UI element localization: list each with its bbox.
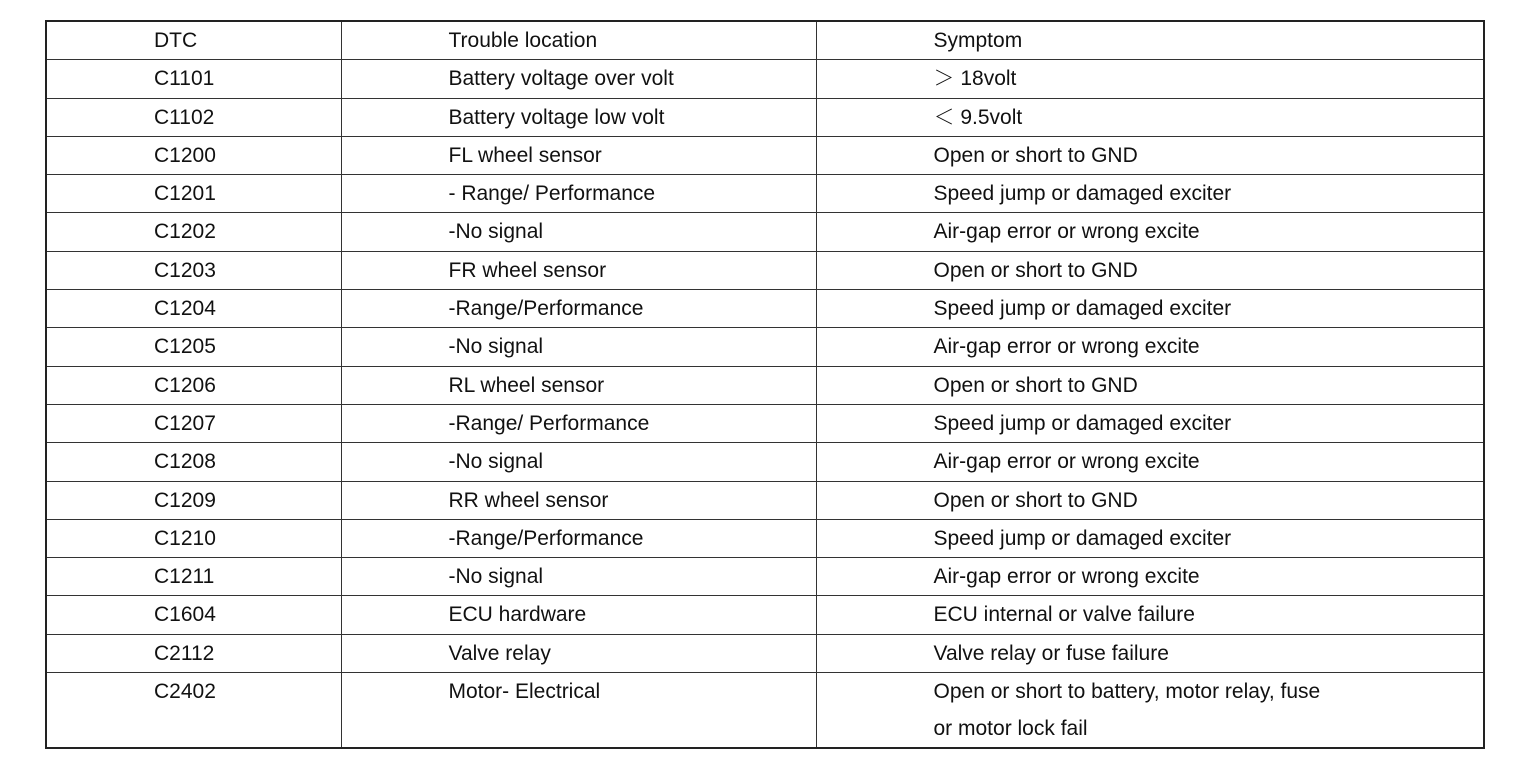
table-row	[46, 443, 1484, 481]
table-row	[46, 175, 1484, 213]
trouble-location: -No signal	[341, 328, 816, 366]
symptom: Valve relay or fuse failure	[816, 634, 1484, 672]
dtc-code: C1211	[46, 558, 341, 596]
table-row	[46, 290, 1484, 328]
table-row	[46, 366, 1484, 404]
trouble-location: FR wheel sensor	[341, 251, 816, 289]
symptom: Air-gap error or wrong excite	[816, 213, 1484, 251]
symptom: ＞ 18volt	[816, 60, 1484, 98]
header-dtc: DTC	[46, 21, 341, 60]
symptom: ＜ 9.5volt	[816, 98, 1484, 136]
dtc-code: C1101	[46, 60, 341, 98]
dtc-code: C1204	[46, 290, 341, 328]
table-row	[46, 213, 1484, 251]
dtc-code: C1210	[46, 519, 341, 557]
trouble-location: ECU hardware	[341, 596, 816, 634]
symptom: Speed jump or damaged exciter	[816, 290, 1484, 328]
trouble-location: -Range/Performance	[341, 519, 816, 557]
table-row	[46, 673, 1484, 749]
dtc-code: C1604	[46, 596, 341, 634]
trouble-location: RR wheel sensor	[341, 481, 816, 519]
symptom: Speed jump or damaged exciter	[816, 519, 1484, 557]
symptom: Open or short to GND	[816, 481, 1484, 519]
dtc-code: C1208	[46, 443, 341, 481]
trouble-location: -No signal	[341, 213, 816, 251]
trouble-location: FL wheel sensor	[341, 136, 816, 174]
symptom: Air-gap error or wrong excite	[816, 443, 1484, 481]
header-row	[46, 21, 1484, 60]
symptom	[816, 673, 1484, 749]
table-row	[46, 60, 1484, 98]
table-row	[46, 634, 1484, 672]
trouble-location: RL wheel sensor	[341, 366, 816, 404]
dtc-code: C1203	[46, 251, 341, 289]
dtc-code: C1209	[46, 481, 341, 519]
symptom-line-1: Open or short to battery, motor relay, fuse	[933, 680, 1321, 704]
dtc-code: C1202	[46, 213, 341, 251]
trouble-location: -Range/ Performance	[341, 404, 816, 442]
header-trouble-location: Trouble location	[341, 21, 816, 60]
trouble-location: Battery voltage over volt	[341, 60, 816, 98]
symptom: Open or short to GND	[816, 251, 1484, 289]
trouble-location: - Range/ Performance	[341, 175, 816, 213]
table-row	[46, 98, 1484, 136]
table-row	[46, 251, 1484, 289]
trouble-location: -Range/Performance	[341, 290, 816, 328]
table-row	[46, 596, 1484, 634]
dtc-code: C1201	[46, 175, 341, 213]
table-row	[46, 328, 1484, 366]
symptom: Speed jump or damaged exciter	[816, 404, 1484, 442]
symptom: Open or short to GND	[816, 136, 1484, 174]
symptom: Open or short to GND	[816, 366, 1484, 404]
table-row	[46, 481, 1484, 519]
dtc-code: C1200	[46, 136, 341, 174]
table-row	[46, 136, 1484, 174]
dtc-code: C1206	[46, 366, 341, 404]
symptom-line-2: or motor lock fail	[933, 717, 1088, 741]
dtc-code: C2402	[46, 673, 341, 749]
header-symptom: Symptom	[816, 21, 1484, 60]
symptom: Air-gap error or wrong excite	[816, 328, 1484, 366]
symptom: ECU internal or valve failure	[816, 596, 1484, 634]
dtc-code: C2112	[46, 634, 341, 672]
trouble-location: -No signal	[341, 558, 816, 596]
table-row	[46, 558, 1484, 596]
dtc-code: C1207	[46, 404, 341, 442]
trouble-location: Motor- Electrical	[341, 673, 816, 749]
trouble-location: -No signal	[341, 443, 816, 481]
dtc-code: C1102	[46, 98, 341, 136]
dtc-code: C1205	[46, 328, 341, 366]
table-row	[46, 519, 1484, 557]
symptom: Air-gap error or wrong excite	[816, 558, 1484, 596]
dtc-table	[45, 20, 1485, 749]
trouble-location: Battery voltage low volt	[341, 98, 816, 136]
trouble-location: Valve relay	[341, 634, 816, 672]
table-row	[46, 404, 1484, 442]
symptom: Speed jump or damaged exciter	[816, 175, 1484, 213]
